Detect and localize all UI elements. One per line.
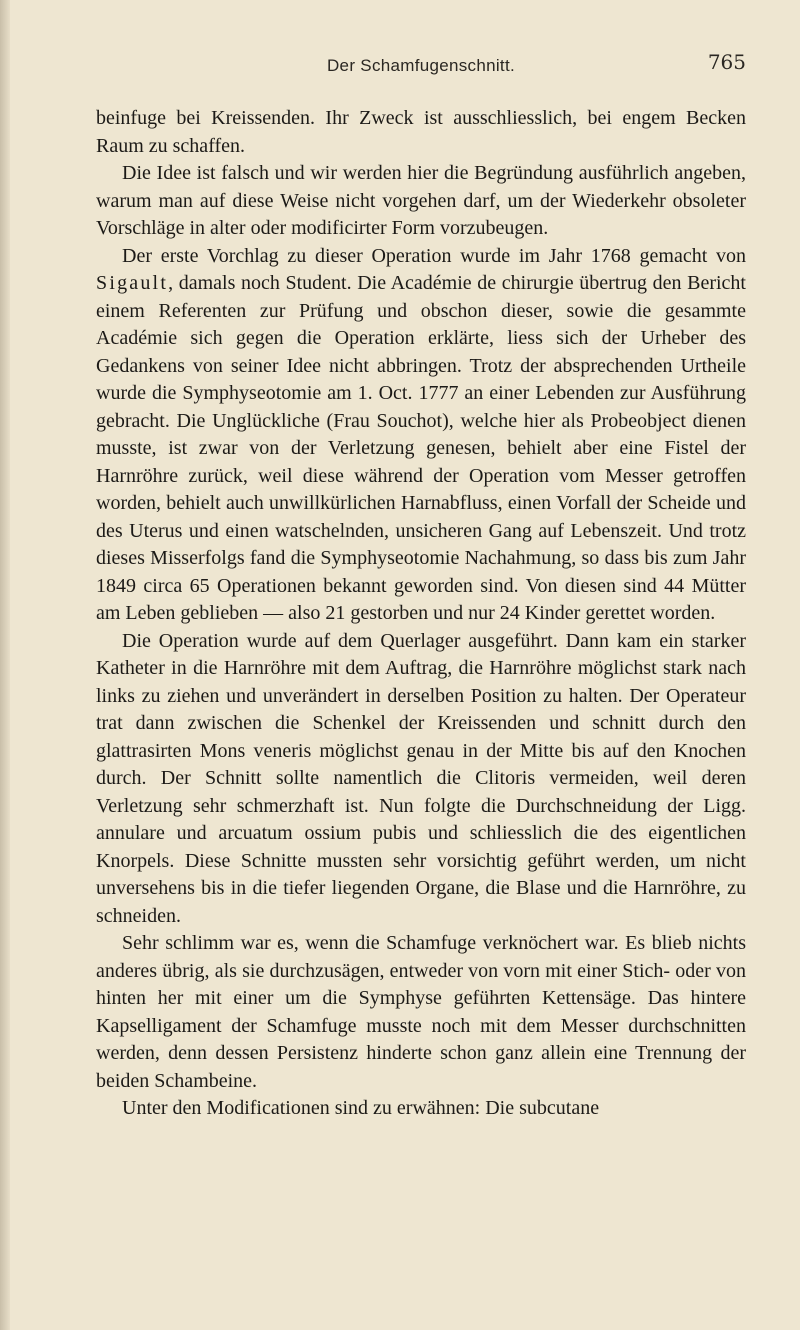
- author-name-sigault: Sigault: [96, 272, 169, 294]
- history-text-rest: , damals noch Student. Die Académie de chirurgie übertrug den Bericht einem Referenten zur Prüfung und obschon dieser, sowie die gesammte Académie sich gegen die Operation erklärte, liess sich der Urheber des Gedankens von seiner Idee nicht abbringen. Trotz der absprechenden Urtheile wurde die Symphyseotomie am 1. Oct. 1777 an einer Lebenden zur Ausführung gebracht. Die Unglückliche (Frau Souchot), welche hier als Probeobject dienen musste, ist zwar von der Verletzung genesen, behielt aber eine Fistel der Harnröhre zurück, weil diese während der Operation vom Messer getroffen worden, behielt auch unwillkürlichen Harnabfluss, einen Vorfall der Scheide und des Uterus und einen watschelnden, unsicheren Gang auf Lebenszeit. Und trotz dieses Misserfolgs fand die Symphyseotomie Nachahmung, so dass bis zum Jahr 1849 circa 65 Operationen bekannt geworden sind. Von diesen sind 44 Mütter am Leben geblieben — also 21 gestorben und nur 24 Kinder gerettet worden.: [96, 272, 746, 624]
- paragraph-operation: Die Operation wurde auf dem Querlager ausgeführt. Dann kam ein starker Katheter in die Harnröhre mit dem Auftrag, die Harnröhre möglichst stark nach links zu ziehen und unverändert in derselben Position zu halten. Der Operateur trat dann zwischen die Schenkel der Kreissenden und schnitt durch den glattrasirten Mons veneris möglichst genau in der Mitte bis auf den Knochen durch. Der Schnitt sollte namentlich die Clitoris vermeiden, weil deren Verletzung sehr schmerzhaft ist. Nun folgte die Durchschneidung der Ligg. annulare und arcuatum ossium pubis und schliesslich die des eigentlichen Knorpels. Diese Schnitte mussten sehr vorsichtig geführt werden, um nicht unversehens bis in die tiefer liegenden Organe, die Blase und die Harnröhre, zu schneiden.: [96, 629, 746, 927]
- paragraph-history: [96, 243, 746, 628]
- running-head: [96, 50, 746, 82]
- paragraph-modificationen: Unter den Modificationen sind zu erwähnen: Die subcutane: [122, 1097, 600, 1119]
- paragraph-idee: Die Idee ist falsch und wir werden hier die Begründung ausführlich angeben, warum man auf diese Weise nicht vorgehen darf, um der Wiederkehr obsoleter Vorschläge in alter oder modificirter Form vorzubeugen.: [96, 162, 746, 239]
- running-title: Der Schamfugenschnitt.: [326, 56, 516, 75]
- paragraph-verknoechert: Sehr schlimm war es, wenn die Schamfuge verknöchert war. Es blieb nichts anderes übrig, als sie durchzusägen, entweder von vorn mit einer Stich- oder von hinten her mit einer um die Symphyse geführten Kettensäge. Das hintere Kapselligament der Schamfuge musste noch mit dem Messer durchschnitten werden, denn dessen Persistenz hinderte schon ganz allein eine Trennung der beiden Schambeine.: [96, 932, 746, 1092]
- page-gutter: [0, 0, 10, 1330]
- body-text: [96, 105, 746, 1123]
- history-text-start: Der erste Vorchlag zu dieser Operation wurde im Jahr 1768 gemacht von: [122, 244, 746, 267]
- page-number: 765: [707, 50, 746, 74]
- paragraph-continuation: beinfuge bei Kreissenden. Ihr Zweck ist ausschliesslich, bei engem Becken Raum zu schaffen.: [96, 107, 746, 157]
